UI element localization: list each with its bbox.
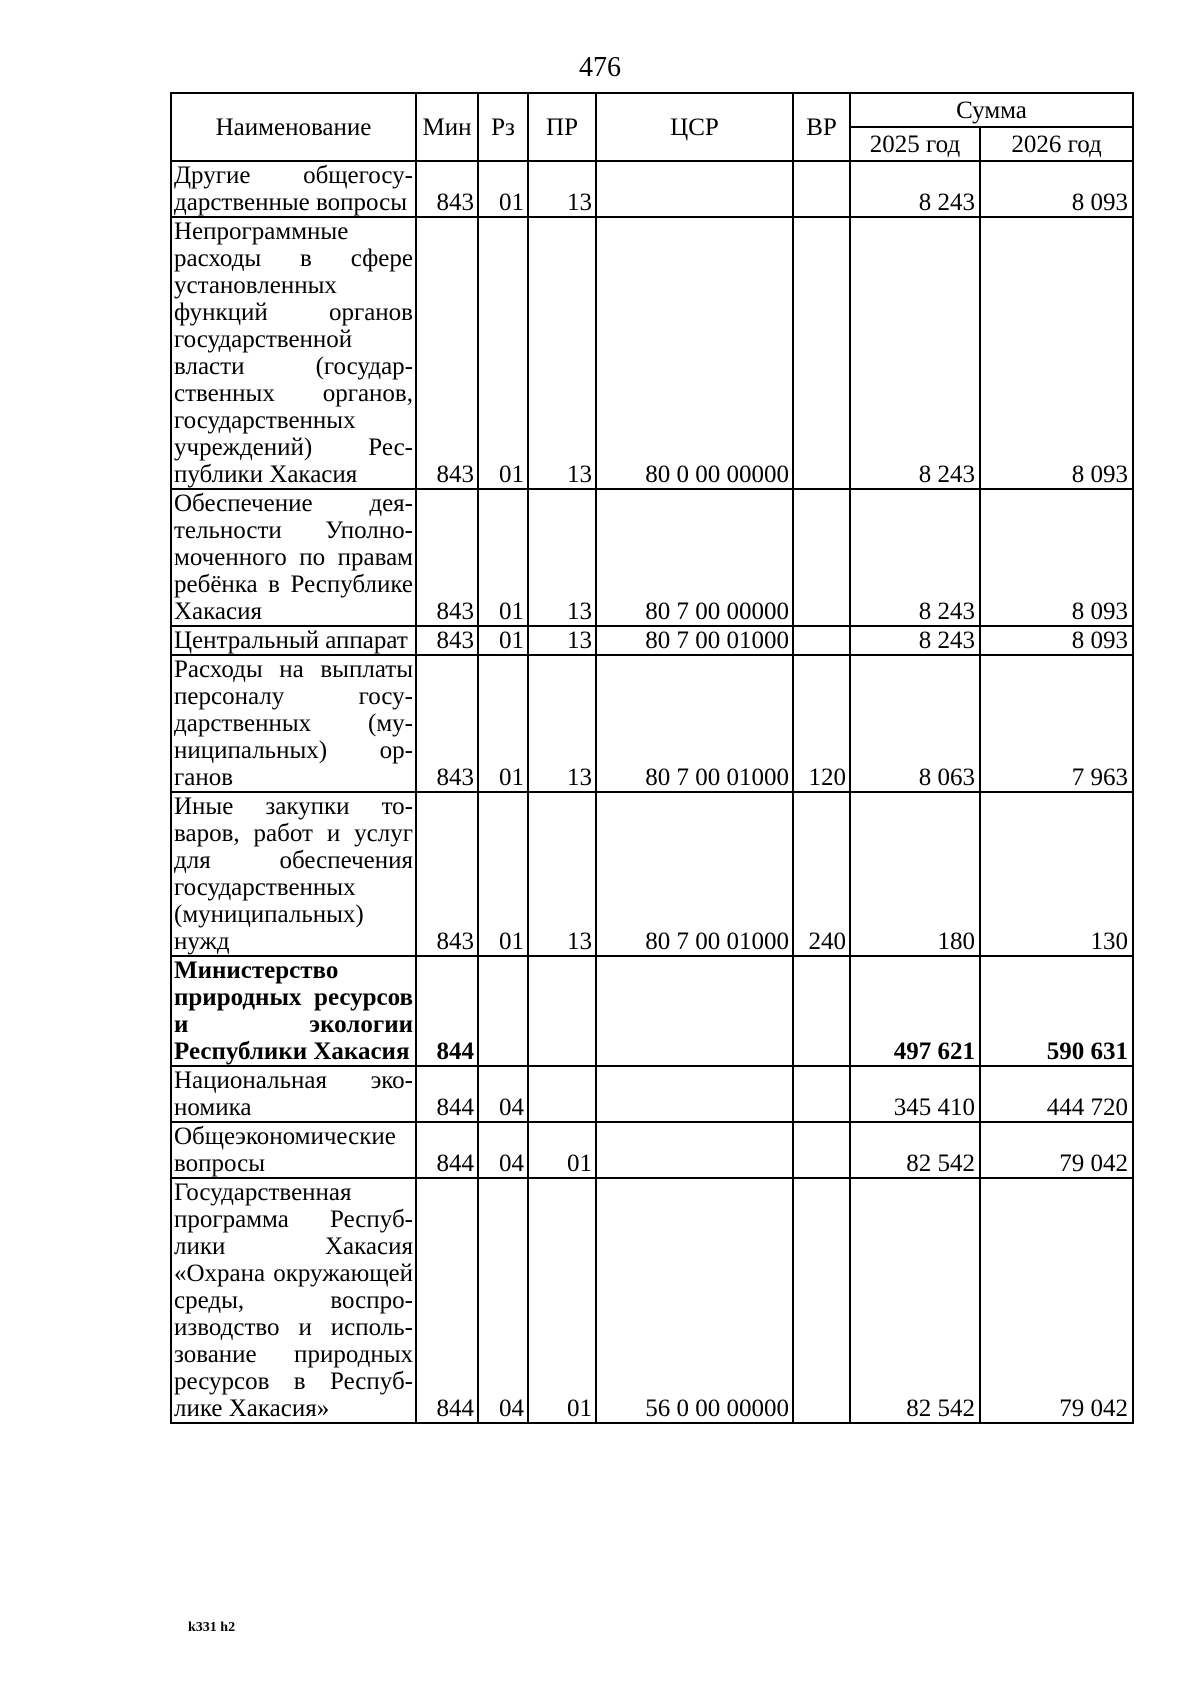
- cell-pr: [528, 1066, 596, 1122]
- cell-y2026: 79 042: [980, 1122, 1133, 1178]
- cell-vr: [793, 217, 850, 489]
- header-pr: ПР: [528, 93, 596, 161]
- cell-csr: 80 7 00 01000: [596, 792, 793, 956]
- cell-min: 843: [416, 626, 478, 655]
- cell-csr: [596, 1122, 793, 1178]
- cell-y2025: 497 621: [850, 956, 980, 1066]
- cell-rz: [478, 956, 528, 1066]
- cell-y2025: 82 542: [850, 1178, 980, 1423]
- table-row: [171, 217, 1133, 489]
- table-row: [171, 161, 1133, 217]
- cell-name: Центральный аппарат: [171, 626, 416, 655]
- cell-rz: 01: [478, 626, 528, 655]
- cell-vr: [793, 1122, 850, 1178]
- cell-rz: 04: [478, 1178, 528, 1423]
- cell-name: Государственная программа Республики Хакасия «Охрана окружающей среды, воспроизводство и использование природных ресурсов в Республике Хакасия»: [171, 1178, 416, 1423]
- cell-csr: 80 7 00 00000: [596, 489, 793, 626]
- cell-min: 844: [416, 1178, 478, 1423]
- cell-rz: 01: [478, 161, 528, 217]
- cell-y2025: 82 542: [850, 1122, 980, 1178]
- cell-y2026: 8 093: [980, 626, 1133, 655]
- table-row: [171, 1178, 1133, 1423]
- cell-name: Непрограммные расходы в сфере установленных функций органов государственной власти (государственных органов, государственных учреждений) Республики Хакасия: [171, 217, 416, 489]
- table-row: [171, 1066, 1133, 1122]
- cell-pr: 13: [528, 217, 596, 489]
- cell-csr: 80 0 00 00000: [596, 217, 793, 489]
- cell-y2025: 8 243: [850, 626, 980, 655]
- cell-pr: 01: [528, 1178, 596, 1423]
- cell-y2025: 8 243: [850, 489, 980, 626]
- cell-min: 843: [416, 161, 478, 217]
- header-min: Мин: [416, 93, 478, 161]
- header-year-2026: 2026 год: [980, 127, 1133, 161]
- cell-vr: [793, 489, 850, 626]
- cell-rz: 01: [478, 489, 528, 626]
- cell-y2026: 8 093: [980, 161, 1133, 217]
- cell-y2026: 8 093: [980, 217, 1133, 489]
- cell-csr: [596, 1066, 793, 1122]
- cell-rz: 04: [478, 1122, 528, 1178]
- cell-vr: [793, 1066, 850, 1122]
- cell-vr: 240: [793, 792, 850, 956]
- cell-pr: [528, 956, 596, 1066]
- cell-y2025: 345 410: [850, 1066, 980, 1122]
- cell-vr: 120: [793, 655, 850, 792]
- cell-y2026: 8 093: [980, 489, 1133, 626]
- cell-min: 844: [416, 956, 478, 1066]
- cell-min: 843: [416, 792, 478, 956]
- header-sum: Сумма: [850, 93, 1133, 127]
- cell-pr: 01: [528, 1122, 596, 1178]
- cell-y2026: 590 631: [980, 956, 1133, 1066]
- header-vr: ВР: [793, 93, 850, 161]
- table-row: [171, 956, 1133, 1066]
- table-row: [171, 1122, 1133, 1178]
- page-number: 476: [579, 52, 621, 83]
- cell-y2025: 8 243: [850, 161, 980, 217]
- cell-name: Общеэкономические вопросы: [171, 1122, 416, 1178]
- cell-pr: 13: [528, 489, 596, 626]
- header-csr: ЦСР: [596, 93, 793, 161]
- cell-vr: [793, 161, 850, 217]
- cell-y2025: 8 063: [850, 655, 980, 792]
- table-row: [171, 655, 1133, 792]
- cell-min: 843: [416, 655, 478, 792]
- cell-rz: 01: [478, 655, 528, 792]
- footer-code: k331 h2: [188, 1620, 236, 1635]
- cell-name: Расходы на выплаты персоналу государственных (муниципальных) органов: [171, 655, 416, 792]
- cell-name: Национальная экономика: [171, 1066, 416, 1122]
- table-row: [171, 626, 1133, 655]
- cell-min: 843: [416, 217, 478, 489]
- table-row: [171, 489, 1133, 626]
- cell-y2025: 180: [850, 792, 980, 956]
- cell-rz: 04: [478, 1066, 528, 1122]
- cell-name: Обеспечение деятельности Уполномоченного по правам ребёнка в Республике Хакасия: [171, 489, 416, 626]
- cell-csr: 80 7 00 01000: [596, 626, 793, 655]
- cell-y2026: 130: [980, 792, 1133, 956]
- cell-vr: [793, 626, 850, 655]
- cell-vr: [793, 1178, 850, 1423]
- cell-y2026: 7 963: [980, 655, 1133, 792]
- cell-name: Иные закупки товаров, работ и услуг для обеспечения государственных (муниципальных) нужд: [171, 792, 416, 956]
- cell-min: 844: [416, 1066, 478, 1122]
- cell-name: Другие общегосударственные вопросы: [171, 161, 416, 217]
- cell-pr: 13: [528, 792, 596, 956]
- header-name: Наименование: [171, 93, 416, 161]
- cell-y2026: 79 042: [980, 1178, 1133, 1423]
- cell-pr: 13: [528, 161, 596, 217]
- table-body: [171, 161, 1133, 1423]
- cell-rz: 01: [478, 217, 528, 489]
- cell-vr: [793, 956, 850, 1066]
- header-year-2025: 2025 год: [850, 127, 980, 161]
- budget-table: [170, 92, 1134, 1424]
- cell-min: 843: [416, 489, 478, 626]
- cell-csr: 80 7 00 01000: [596, 655, 793, 792]
- cell-min: 844: [416, 1122, 478, 1178]
- cell-csr: [596, 956, 793, 1066]
- cell-csr: 56 0 00 00000: [596, 1178, 793, 1423]
- table-row: [171, 792, 1133, 956]
- cell-pr: 13: [528, 655, 596, 792]
- cell-y2025: 8 243: [850, 217, 980, 489]
- cell-y2026: 444 720: [980, 1066, 1133, 1122]
- cell-csr: [596, 161, 793, 217]
- cell-rz: 01: [478, 792, 528, 956]
- header-rz: Рз: [478, 93, 528, 161]
- cell-pr: 13: [528, 626, 596, 655]
- cell-name: Министерство природных ресурсов и экологии Республики Хакасия: [171, 956, 416, 1066]
